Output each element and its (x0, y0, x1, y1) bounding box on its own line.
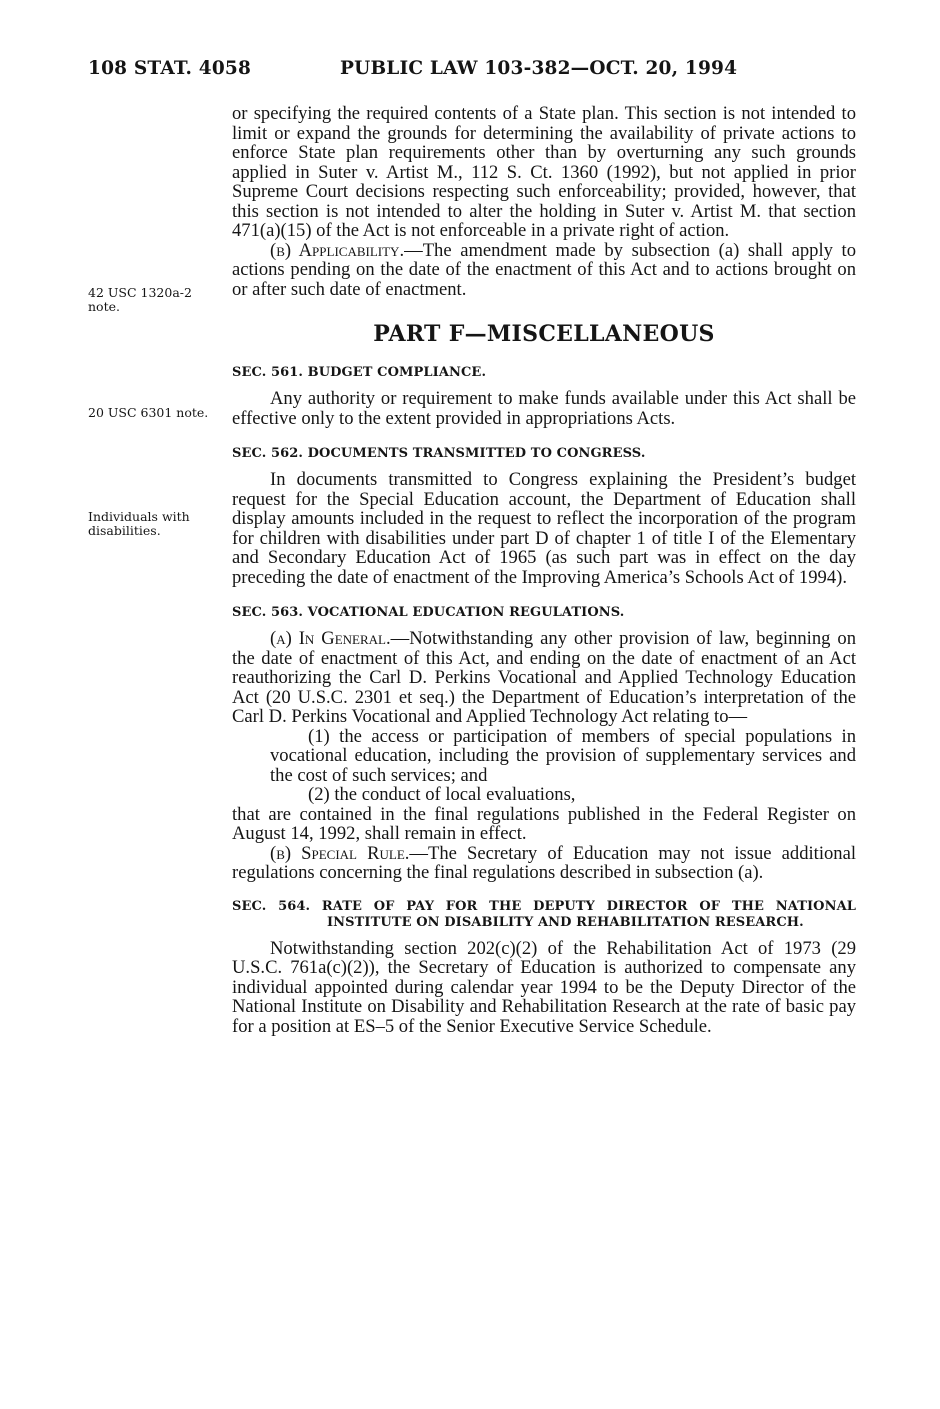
section-563-heading: SEC. 563. VOCATIONAL EDUCATION REGULATIONS. (232, 605, 625, 620)
subsection-b-applicability (232, 241, 856, 300)
section-563-a-label: (a) In General. (270, 628, 391, 649)
section-562-heading: SEC. 562. DOCUMENTS TRANSMITTED TO CONGRESS. (232, 446, 646, 461)
section-564-text: Notwithstanding section 202(c)(2) of the Rehabilitation Act of 1973 (29 U.S.C. 761a(c)(2)), the Secretary of Education is authorized to compensate any individual appointed during calendar year 1994 to be the Deputy Director of the National Institute on Disability and Rehabilitation Research at the rate of basic pay for a position at ES–5 of the Senior Executive Service Schedule. (232, 937, 856, 1037)
section-563-b-label: (b) Special Rule. (270, 842, 410, 864)
section-561-text: Any authority or requirement to make funds available under this Act shall be effective only to the extent provided in appropriations Acts. (232, 388, 856, 429)
section-563-tail: that are contained in the final regulations published in the Federal Register on August 14, 1992, shall remain in effect. (232, 803, 856, 844)
section-563-subsection-a (232, 629, 856, 727)
subsection-b-label: (b) Applicability. (270, 239, 405, 261)
section-562-text: In documents transmitted to Congress explaining the President’s budget request for the Special Education account, the Department of Education shall display amounts included in the request to reflect the incorporation of the program for children with disabilities under part D of chapter 1 of title I of the Elementary and Secondary Education Act of 1965 (as such part was in effect on the day preceding the date of enactment of the Improving America’s Schools Act of 1994). (232, 469, 856, 588)
running-header (88, 58, 868, 88)
margin-note-20-usc: 20 USC 6301 note. (88, 405, 209, 420)
margin-note-individuals-disabilities: Individuals with disabilities. (88, 509, 190, 538)
section-563-subsection-b (232, 844, 856, 883)
section-564-heading: SEC. 564. RATE OF PAY FOR THE DEPUTY DIRECTOR OF THE NATIONAL INSTITUTE ON DISABILITY AND REHABILITATION RESEARCH. (232, 898, 856, 930)
section-563-item-2: (2) the conduct of local evaluations, (308, 784, 576, 805)
statute-page-number: 108 STAT. 4058 (88, 58, 252, 79)
margin-note-42-usc: 42 USC 1320a-2 note. (88, 285, 192, 314)
section-563-b-text: —The Secretary of Education may not issue additional regulations concerning the final regulations described in subsection (a). (232, 842, 856, 883)
public-law-title: PUBLIC LAW 103-382—OCT. 20, 1994 (340, 58, 738, 79)
continued-paragraph: or specifying the required contents of a State plan. This section is not intended to limit or expand the grounds for determining the availability of private actions to enforce State plan requirements other than by overturning any such grounds applied in Suter v. Artist M., 112 S. Ct. 1360 (1992), but not applied in prior Supreme Court decisions respecting such enforceability; provided, however, that this section is not intended to alter the holding in Suter v. Artist M. that section 471(a)(15) of the Act is not enforceable in a private right of action. (232, 103, 856, 241)
section-563-item-1: (1) the access or participation of members of special populations in vocational education, including the provision of supplementary services and the cost of such services; and (270, 725, 856, 786)
section-561-heading: SEC. 561. BUDGET COMPLIANCE. (232, 365, 487, 380)
subsection-b-text: —The amendment made by subsection (a) shall apply to actions pending on the date of the enactment of this Act and to actions brought on or after such date of enactment. (232, 239, 856, 300)
body-text (232, 104, 856, 1036)
part-title: PART F—MISCELLANEOUS (373, 321, 715, 347)
section-563-a-text: —Notwithstanding any other provision of law, beginning on the date of enactment of this Act, and ending on the date of enactment of an Act reauthorizing the Carl D. Perkins Vocational and Applied Technology Education Act (20 U.S.C. 2301 et seq.) the Department of Education’s interpretation of the Carl D. Perkins Vocational and Applied Technology Act relating to— (232, 628, 856, 727)
